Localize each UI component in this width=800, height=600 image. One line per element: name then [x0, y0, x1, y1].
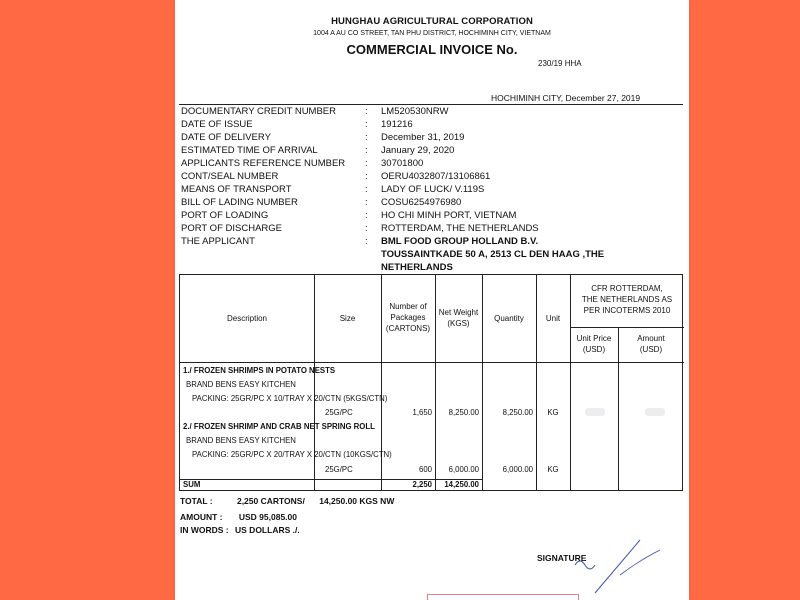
redacted-amount: [645, 408, 665, 416]
words-label: IN WORDS :: [180, 525, 229, 535]
header-incoterms: CFR ROTTERDAM, THE NETHERLANDS AS PER INCOTERMS 2010: [581, 284, 673, 315]
item-net-weight: 6,000.00: [448, 465, 479, 474]
field-value: January 29, 2020: [381, 145, 455, 156]
item-packing: PACKING: 25GR/PC X 20/TRAY X 20/CTN (10KGS/CTN): [192, 450, 392, 459]
field-value: December 31, 2019: [381, 132, 465, 143]
invoice-fields: [181, 105, 681, 274]
signature-scribble: [565, 535, 665, 595]
field-label: MEANS OF TRANSPORT: [181, 184, 292, 195]
field-value: OERU4032807/13106861: [381, 171, 491, 182]
redacted-unit-price: [585, 408, 605, 416]
total-cartons: 2,250 CARTONS/: [236, 496, 305, 506]
invoice-page: [175, 0, 689, 600]
field-value: 191216: [381, 119, 413, 130]
item-title: 2./ FROZEN SHRIMP AND CRAB NET SPRING ROLL: [183, 422, 375, 431]
words-line: [180, 525, 300, 535]
applicant-name: BML FOOD GROUP HOLLAND B.V.: [381, 236, 539, 247]
field-row: MEANS OF TRANSPORT : LADY OF LUCK/ V.119S: [181, 184, 485, 195]
item-size: 25G/PC: [325, 408, 353, 417]
item-title: 1./ FROZEN SHRIMPS IN POTATO NESTS: [183, 366, 336, 375]
header-size: Size: [339, 314, 356, 323]
field-row: APPLICANTS REFERENCE NUMBER : 30701800: [181, 158, 424, 169]
field-row: THE APPLICANT : BML FOOD GROUP HOLLAND B.V.: [181, 236, 539, 247]
invoice-number: 230/19 HHA: [538, 59, 582, 68]
field-row: PORT OF LOADING : HO CHI MINH PORT, VIETNAM: [181, 210, 517, 221]
item-brand: BRAND BENS EASY KITCHEN: [186, 436, 296, 445]
header-quantity: Quantity: [494, 314, 524, 323]
field-label: PORT OF DISCHARGE: [181, 223, 282, 234]
sum-packages: 2,250: [412, 480, 432, 489]
item-quantity: 8,250.00: [502, 408, 533, 417]
applicant-address-line: TOUSSAINTKADE 50 A, 2513 CL DEN HAAG ,THE: [381, 249, 605, 260]
invoice-place-date: HOCHIMINH CITY, December 27, 2019: [491, 93, 641, 103]
header-unit: Unit: [545, 314, 561, 323]
item-unit: KG: [547, 465, 559, 474]
field-row: DATE OF DELIVERY : December 31, 2019: [181, 132, 465, 143]
field-row: PORT OF DISCHARGE : ROTTERDAM, THE NETHERLANDS: [181, 223, 539, 234]
field-value: LM520530NRW: [381, 106, 449, 117]
field-value: LADY OF LUCK/ V.119S: [381, 184, 485, 195]
total-kgs: 14,250.00 KGS NW: [319, 496, 395, 506]
item-unit: KG: [547, 408, 559, 417]
goods-table: [179, 274, 683, 491]
field-value: ROTTERDAM, THE NETHERLANDS: [381, 223, 539, 234]
field-label: DATE OF ISSUE: [181, 119, 253, 130]
field-value: 30701800: [381, 158, 424, 169]
invoice-title: COMMERCIAL INVOICE No.: [346, 42, 518, 57]
total-line: [180, 496, 394, 506]
field-value: HO CHI MINH PORT, VIETNAM: [381, 210, 517, 221]
field-label: DOCUMENTARY CREDIT NUMBER: [181, 106, 337, 117]
sum-net-weight: 14,250.00: [444, 480, 479, 489]
words-value: US DOLLARS ./.: [235, 525, 300, 535]
header-packages: Number of Packages (CARTONS): [385, 302, 431, 333]
applicant-address-line: NETHERLANDS: [381, 262, 453, 273]
signature-label: SIGNATURE: [537, 553, 587, 563]
field-row: ESTIMATED TIME OF ARRIVAL : January 29, 2020: [181, 145, 455, 156]
item-size: 25G/PC: [325, 465, 353, 474]
field-label: APPLICANTS REFERENCE NUMBER: [181, 158, 346, 169]
field-row: BILL OF LADING NUMBER : COSU6254976980: [181, 197, 462, 208]
item-brand: BRAND BENS EASY KITCHEN: [186, 380, 296, 389]
header-amount: Amount (USD): [637, 334, 665, 354]
amount-label: AMOUNT :: [180, 512, 223, 522]
amount-value: USD 95,085.00: [238, 512, 297, 522]
item-quantity: 6,000.00: [502, 465, 533, 474]
field-label: ESTIMATED TIME OF ARRIVAL: [181, 145, 318, 156]
field-row: DOCUMENTARY CREDIT NUMBER : LM520530NRW: [181, 106, 449, 117]
field-row: DATE OF ISSUE : 191216: [181, 119, 413, 130]
item-packing: PACKING: 25GR/PC X 10/TRAY X 20/CTN (5KGS/CTN): [192, 394, 388, 403]
field-label: PORT OF LOADING: [181, 210, 269, 221]
header-description: Description: [226, 314, 267, 323]
sum-label: SUM: [183, 480, 201, 489]
field-value: COSU6254976980: [381, 197, 462, 208]
header-unit-price: Unit Price (USD): [576, 334, 612, 354]
item-packages: 600: [418, 465, 432, 474]
field-row: CONT/SEAL NUMBER : OERU4032807/13106861: [181, 171, 491, 182]
field-label: THE APPLICANT: [181, 236, 255, 247]
item-packages: 1,650: [412, 408, 432, 417]
total-label: TOTAL :: [180, 496, 213, 506]
red-stamp: [427, 594, 579, 600]
header-net-weight: Net Weight (KGS): [438, 308, 479, 328]
company-address: 1004 A AU CO STREET, TAN PHU DISTRICT, HOCHIMINH CITY, VIETNAM: [313, 30, 551, 37]
field-label: BILL OF LADING NUMBER: [181, 197, 298, 208]
field-label: DATE OF DELIVERY: [181, 132, 271, 143]
amount-line: [180, 512, 297, 522]
field-label: CONT/SEAL NUMBER: [181, 171, 279, 182]
item-net-weight: 8,250.00: [448, 408, 479, 417]
company-name: HUNGHAU AGRICULTURAL CORPORATION: [331, 16, 533, 27]
